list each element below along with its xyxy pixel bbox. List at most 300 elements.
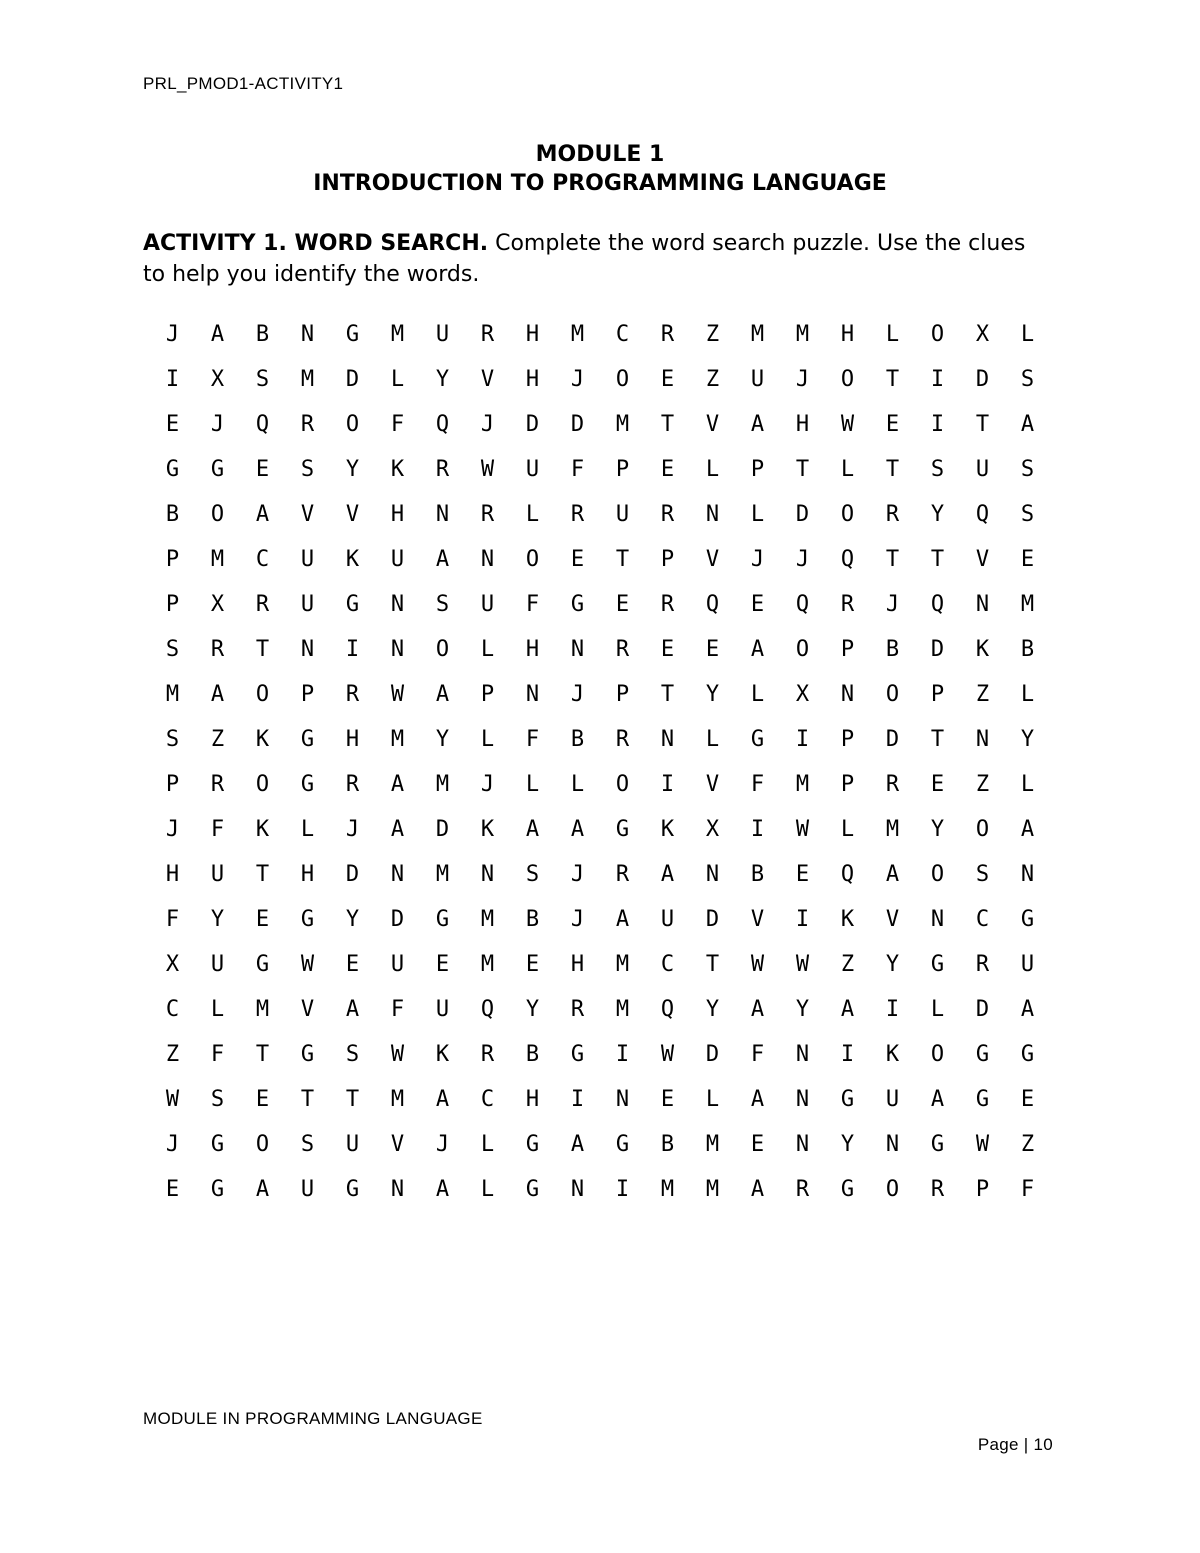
grid-letter: O <box>210 502 225 527</box>
grid-letter: N <box>390 862 405 887</box>
grid-letter: B <box>660 1132 675 1157</box>
grid-letter: J <box>570 682 585 707</box>
grid-letter: R <box>300 412 315 437</box>
grid-letter: E <box>795 862 810 887</box>
grid-letter: M <box>300 367 315 392</box>
grid-letter: N <box>525 682 540 707</box>
grid-letter: G <box>435 907 450 932</box>
grid-letter: F <box>210 817 225 842</box>
grid-letter: O <box>930 862 945 887</box>
grid-letter: E <box>435 952 450 977</box>
grid-letter: G <box>750 727 765 752</box>
grid-letter: S <box>1020 457 1035 482</box>
grid-letter: E <box>885 412 900 437</box>
grid-letter: Z <box>210 727 225 752</box>
grid-letter: M <box>705 1177 720 1202</box>
grid-letter: N <box>390 1177 405 1202</box>
grid-letter: E <box>165 412 180 437</box>
grid-letter: Y <box>525 997 540 1022</box>
grid-letter: K <box>885 1042 900 1067</box>
grid-letter: S <box>435 592 450 617</box>
grid-letter: Q <box>480 997 495 1022</box>
module-subtitle: INTRODUCTION TO PROGRAMMING LANGUAGE <box>313 171 887 196</box>
grid-letter: Y <box>705 997 720 1022</box>
grid-letter: L <box>480 1132 495 1157</box>
grid-letter: J <box>165 817 180 842</box>
grid-letter: A <box>435 547 450 572</box>
grid-letter: F <box>1020 1177 1035 1202</box>
grid-letter: W <box>300 952 315 977</box>
grid-letter: N <box>300 322 315 347</box>
grid-letter: V <box>480 367 495 392</box>
grid-letter: V <box>345 502 360 527</box>
grid-letter: W <box>975 1132 990 1157</box>
grid-letter: V <box>390 1132 405 1157</box>
grid-letter: H <box>840 322 855 347</box>
grid-letter: O <box>525 547 540 572</box>
grid-row <box>150 496 1050 541</box>
grid-letter: G <box>300 772 315 797</box>
grid-letter: J <box>210 412 225 437</box>
grid-letter: J <box>435 1132 450 1157</box>
grid-letter: D <box>930 637 945 662</box>
grid-letter: T <box>885 367 900 392</box>
grid-letter: D <box>975 997 990 1022</box>
grid-letter: E <box>255 907 270 932</box>
grid-letter: C <box>165 997 180 1022</box>
grid-letter: M <box>390 1087 405 1112</box>
running-header: PRL_PMOD1-ACTIVITY1 <box>143 74 344 93</box>
grid-row <box>150 1171 1050 1216</box>
grid-letter: P <box>165 772 180 797</box>
grid-letter: W <box>480 457 495 482</box>
grid-letter: U <box>975 457 990 482</box>
grid-letter: N <box>300 637 315 662</box>
grid-letter: K <box>390 457 405 482</box>
grid-letter: L <box>1020 322 1035 347</box>
grid-letter: I <box>930 412 945 437</box>
grid-letter: U <box>480 592 495 617</box>
grid-letter: G <box>300 727 315 752</box>
grid-letter: B <box>1020 637 1035 662</box>
grid-letter: Q <box>975 502 990 527</box>
grid-letter: M <box>255 997 270 1022</box>
grid-row <box>150 946 1050 991</box>
grid-letter: R <box>210 637 225 662</box>
grid-letter: W <box>795 817 810 842</box>
grid-letter: F <box>750 1042 765 1067</box>
grid-letter: O <box>255 1132 270 1157</box>
grid-letter: J <box>165 322 180 347</box>
grid-letter: L <box>885 322 900 347</box>
activity-instructions <box>143 228 1043 290</box>
grid-letter: O <box>930 1042 945 1067</box>
grid-letter: K <box>435 1042 450 1067</box>
grid-letter: M <box>615 952 630 977</box>
grid-letter: G <box>345 1177 360 1202</box>
grid-letter: M <box>795 322 810 347</box>
grid-letter: J <box>750 547 765 572</box>
grid-letter: S <box>930 457 945 482</box>
grid-letter: E <box>345 952 360 977</box>
grid-letter: F <box>390 997 405 1022</box>
grid-letter: K <box>255 817 270 842</box>
grid-letter: O <box>885 682 900 707</box>
grid-letter: T <box>885 547 900 572</box>
grid-letter: V <box>705 547 720 572</box>
grid-letter: S <box>1020 502 1035 527</box>
grid-letter: N <box>1020 862 1035 887</box>
grid-letter: O <box>795 637 810 662</box>
grid-letter: R <box>210 772 225 797</box>
grid-letter: A <box>930 1087 945 1112</box>
grid-letter: O <box>435 637 450 662</box>
grid-letter: E <box>570 547 585 572</box>
grid-letter: G <box>570 1042 585 1067</box>
grid-letter: L <box>750 682 765 707</box>
grid-letter: B <box>750 862 765 887</box>
grid-letter: S <box>525 862 540 887</box>
grid-letter: D <box>705 907 720 932</box>
grid-letter: M <box>435 772 450 797</box>
footer-module-name: MODULE IN PROGRAMMING LANGUAGE <box>143 1409 483 1428</box>
grid-row <box>150 1081 1050 1126</box>
grid-letter: B <box>885 637 900 662</box>
grid-letter: H <box>525 322 540 347</box>
grid-row <box>150 721 1050 766</box>
grid-letter: A <box>660 862 675 887</box>
grid-letter: U <box>615 502 630 527</box>
grid-letter: N <box>660 727 675 752</box>
grid-letter: S <box>255 367 270 392</box>
grid-letter: C <box>255 547 270 572</box>
grid-letter: U <box>1020 952 1035 977</box>
grid-letter: R <box>660 322 675 347</box>
grid-letter: L <box>480 727 495 752</box>
grid-letter: I <box>165 367 180 392</box>
grid-letter: J <box>480 772 495 797</box>
grid-letter: G <box>255 952 270 977</box>
grid-letter: L <box>840 817 855 842</box>
grid-letter: P <box>165 547 180 572</box>
grid-letter: Q <box>255 412 270 437</box>
grid-row <box>150 631 1050 676</box>
grid-letter: I <box>930 367 945 392</box>
grid-letter: Z <box>975 772 990 797</box>
grid-letter: Y <box>1020 727 1035 752</box>
grid-letter: R <box>615 637 630 662</box>
grid-letter: U <box>300 1177 315 1202</box>
grid-letter: B <box>165 502 180 527</box>
grid-letter: H <box>300 862 315 887</box>
grid-letter: R <box>345 682 360 707</box>
grid-letter: O <box>885 1177 900 1202</box>
grid-letter: H <box>390 502 405 527</box>
grid-letter: A <box>615 907 630 932</box>
grid-letter: A <box>1020 997 1035 1022</box>
grid-letter: X <box>210 367 225 392</box>
grid-letter: U <box>345 1132 360 1157</box>
grid-letter: E <box>525 952 540 977</box>
grid-letter: N <box>705 862 720 887</box>
grid-letter: E <box>660 637 675 662</box>
grid-letter: E <box>1020 1087 1035 1112</box>
grid-letter: L <box>1020 772 1035 797</box>
grid-letter: U <box>300 547 315 572</box>
grid-letter: M <box>750 322 765 347</box>
grid-row <box>150 1126 1050 1171</box>
grid-letter: L <box>930 997 945 1022</box>
grid-letter: T <box>930 547 945 572</box>
grid-letter: M <box>210 547 225 572</box>
grid-row <box>150 901 1050 946</box>
grid-letter: X <box>795 682 810 707</box>
grid-letter: L <box>525 772 540 797</box>
grid-letter: W <box>165 1087 180 1112</box>
grid-letter: N <box>390 592 405 617</box>
grid-letter: H <box>165 862 180 887</box>
grid-letter: O <box>615 367 630 392</box>
grid-letter: Q <box>660 997 675 1022</box>
grid-letter: K <box>345 547 360 572</box>
grid-letter: A <box>435 1177 450 1202</box>
grid-letter: O <box>255 682 270 707</box>
grid-letter: D <box>885 727 900 752</box>
grid-letter: R <box>570 997 585 1022</box>
grid-letter: B <box>525 1042 540 1067</box>
grid-letter: R <box>345 772 360 797</box>
grid-letter: U <box>525 457 540 482</box>
grid-letter: S <box>210 1087 225 1112</box>
grid-letter: O <box>345 412 360 437</box>
grid-letter: I <box>345 637 360 662</box>
grid-letter: O <box>840 502 855 527</box>
grid-letter: H <box>795 412 810 437</box>
grid-letter: E <box>750 1132 765 1157</box>
grid-letter: S <box>1020 367 1035 392</box>
grid-letter: N <box>570 637 585 662</box>
grid-letter: T <box>930 727 945 752</box>
grid-letter: H <box>345 727 360 752</box>
grid-row <box>150 451 1050 496</box>
grid-letter: I <box>885 997 900 1022</box>
grid-letter: U <box>300 592 315 617</box>
grid-letter: A <box>750 412 765 437</box>
grid-row <box>150 541 1050 586</box>
grid-letter: A <box>570 817 585 842</box>
grid-letter: G <box>1020 907 1035 932</box>
grid-letter: Y <box>210 907 225 932</box>
grid-letter: V <box>975 547 990 572</box>
grid-letter: A <box>570 1132 585 1157</box>
grid-letter: A <box>255 502 270 527</box>
grid-letter: Y <box>435 367 450 392</box>
grid-letter: G <box>1020 1042 1035 1067</box>
grid-letter: R <box>615 727 630 752</box>
page-number: Page | 10 <box>977 1435 1053 1454</box>
grid-letter: T <box>255 1042 270 1067</box>
grid-letter: D <box>795 502 810 527</box>
grid-letter: S <box>300 1132 315 1157</box>
grid-letter: A <box>345 997 360 1022</box>
grid-letter: R <box>795 1177 810 1202</box>
grid-row <box>150 361 1050 406</box>
grid-letter: D <box>345 862 360 887</box>
grid-letter: S <box>345 1042 360 1067</box>
grid-letter: R <box>660 502 675 527</box>
grid-letter: A <box>210 322 225 347</box>
grid-letter: R <box>660 592 675 617</box>
grid-letter: F <box>750 772 765 797</box>
grid-letter: P <box>615 682 630 707</box>
grid-letter: R <box>975 952 990 977</box>
grid-letter: Q <box>930 592 945 617</box>
grid-letter: N <box>705 502 720 527</box>
grid-letter: Y <box>795 997 810 1022</box>
grid-letter: M <box>615 412 630 437</box>
grid-letter: E <box>930 772 945 797</box>
grid-letter: H <box>525 367 540 392</box>
grid-letter: I <box>795 727 810 752</box>
grid-letter: J <box>570 367 585 392</box>
grid-letter: M <box>885 817 900 842</box>
grid-letter: I <box>615 1177 630 1202</box>
grid-letter: L <box>390 367 405 392</box>
grid-letter: F <box>525 727 540 752</box>
grid-letter: J <box>165 1132 180 1157</box>
grid-letter: S <box>975 862 990 887</box>
grid-letter: I <box>570 1087 585 1112</box>
grid-letter: H <box>525 637 540 662</box>
grid-letter: G <box>300 1042 315 1067</box>
grid-letter: E <box>660 1087 675 1112</box>
grid-letter: T <box>300 1087 315 1112</box>
grid-letter: P <box>615 457 630 482</box>
grid-letter: I <box>795 907 810 932</box>
grid-letter: G <box>525 1177 540 1202</box>
grid-letter: Y <box>705 682 720 707</box>
grid-letter: G <box>975 1087 990 1112</box>
grid-letter: N <box>795 1087 810 1112</box>
grid-letter: D <box>525 412 540 437</box>
grid-letter: S <box>165 637 180 662</box>
grid-letter: P <box>840 727 855 752</box>
grid-letter: P <box>660 547 675 572</box>
grid-letter: I <box>840 1042 855 1067</box>
grid-letter: G <box>615 817 630 842</box>
grid-letter: N <box>885 1132 900 1157</box>
grid-letter: A <box>1020 817 1035 842</box>
grid-letter: L <box>300 817 315 842</box>
grid-letter: G <box>975 1042 990 1067</box>
grid-letter: A <box>750 997 765 1022</box>
word-search-grid <box>150 316 1050 1216</box>
grid-letter: F <box>165 907 180 932</box>
grid-letter: T <box>615 547 630 572</box>
grid-letter: C <box>615 322 630 347</box>
grid-letter: U <box>750 367 765 392</box>
grid-letter: F <box>525 592 540 617</box>
grid-letter: W <box>390 682 405 707</box>
grid-letter: Y <box>345 457 360 482</box>
grid-letter: A <box>750 1177 765 1202</box>
grid-letter: U <box>435 322 450 347</box>
grid-letter: A <box>210 682 225 707</box>
grid-letter: W <box>390 1042 405 1067</box>
grid-letter: A <box>390 772 405 797</box>
grid-letter: M <box>705 1132 720 1157</box>
grid-letter: Z <box>705 367 720 392</box>
grid-letter: P <box>480 682 495 707</box>
grid-letter: O <box>615 772 630 797</box>
grid-letter: X <box>975 322 990 347</box>
grid-letter: U <box>435 997 450 1022</box>
grid-letter: K <box>480 817 495 842</box>
grid-letter: D <box>975 367 990 392</box>
grid-letter: L <box>480 637 495 662</box>
grid-letter: U <box>885 1087 900 1112</box>
grid-letter: Z <box>165 1042 180 1067</box>
grid-letter: I <box>750 817 765 842</box>
grid-letter: Y <box>345 907 360 932</box>
grid-letter: Q <box>840 862 855 887</box>
grid-letter: N <box>615 1087 630 1112</box>
grid-letter: R <box>480 322 495 347</box>
grid-letter: H <box>570 952 585 977</box>
grid-letter: Q <box>840 547 855 572</box>
grid-letter: L <box>570 772 585 797</box>
grid-letter: P <box>750 457 765 482</box>
grid-letter: P <box>840 637 855 662</box>
grid-letter: V <box>885 907 900 932</box>
grid-letter: M <box>390 727 405 752</box>
grid-letter: R <box>255 592 270 617</box>
grid-row <box>150 856 1050 901</box>
grid-letter: L <box>750 502 765 527</box>
grid-row <box>150 676 1050 721</box>
grid-letter: J <box>570 862 585 887</box>
grid-letter: N <box>435 502 450 527</box>
grid-letter: M <box>390 322 405 347</box>
grid-letter: L <box>705 727 720 752</box>
grid-letter: Y <box>930 817 945 842</box>
grid-letter: V <box>705 772 720 797</box>
grid-letter: A <box>840 997 855 1022</box>
grid-letter: N <box>795 1042 810 1067</box>
grid-letter: G <box>570 592 585 617</box>
grid-letter: Z <box>840 952 855 977</box>
grid-letter: G <box>210 1177 225 1202</box>
grid-letter: A <box>435 682 450 707</box>
grid-letter: E <box>660 457 675 482</box>
grid-letter: M <box>615 997 630 1022</box>
activity-instruction-text: Complete the word search puzzle. Use the clues to help you identify the words. <box>143 231 1026 287</box>
grid-letter: T <box>345 1087 360 1112</box>
grid-letter: X <box>210 592 225 617</box>
grid-letter: O <box>840 367 855 392</box>
grid-letter: N <box>975 727 990 752</box>
grid-letter: E <box>165 1177 180 1202</box>
grid-letter: U <box>390 547 405 572</box>
grid-letter: J <box>885 592 900 617</box>
grid-letter: L <box>705 457 720 482</box>
grid-letter: L <box>840 457 855 482</box>
grid-letter: R <box>570 502 585 527</box>
grid-letter: P <box>840 772 855 797</box>
grid-letter: R <box>885 772 900 797</box>
grid-letter: E <box>750 592 765 617</box>
grid-letter: Z <box>1020 1132 1035 1157</box>
